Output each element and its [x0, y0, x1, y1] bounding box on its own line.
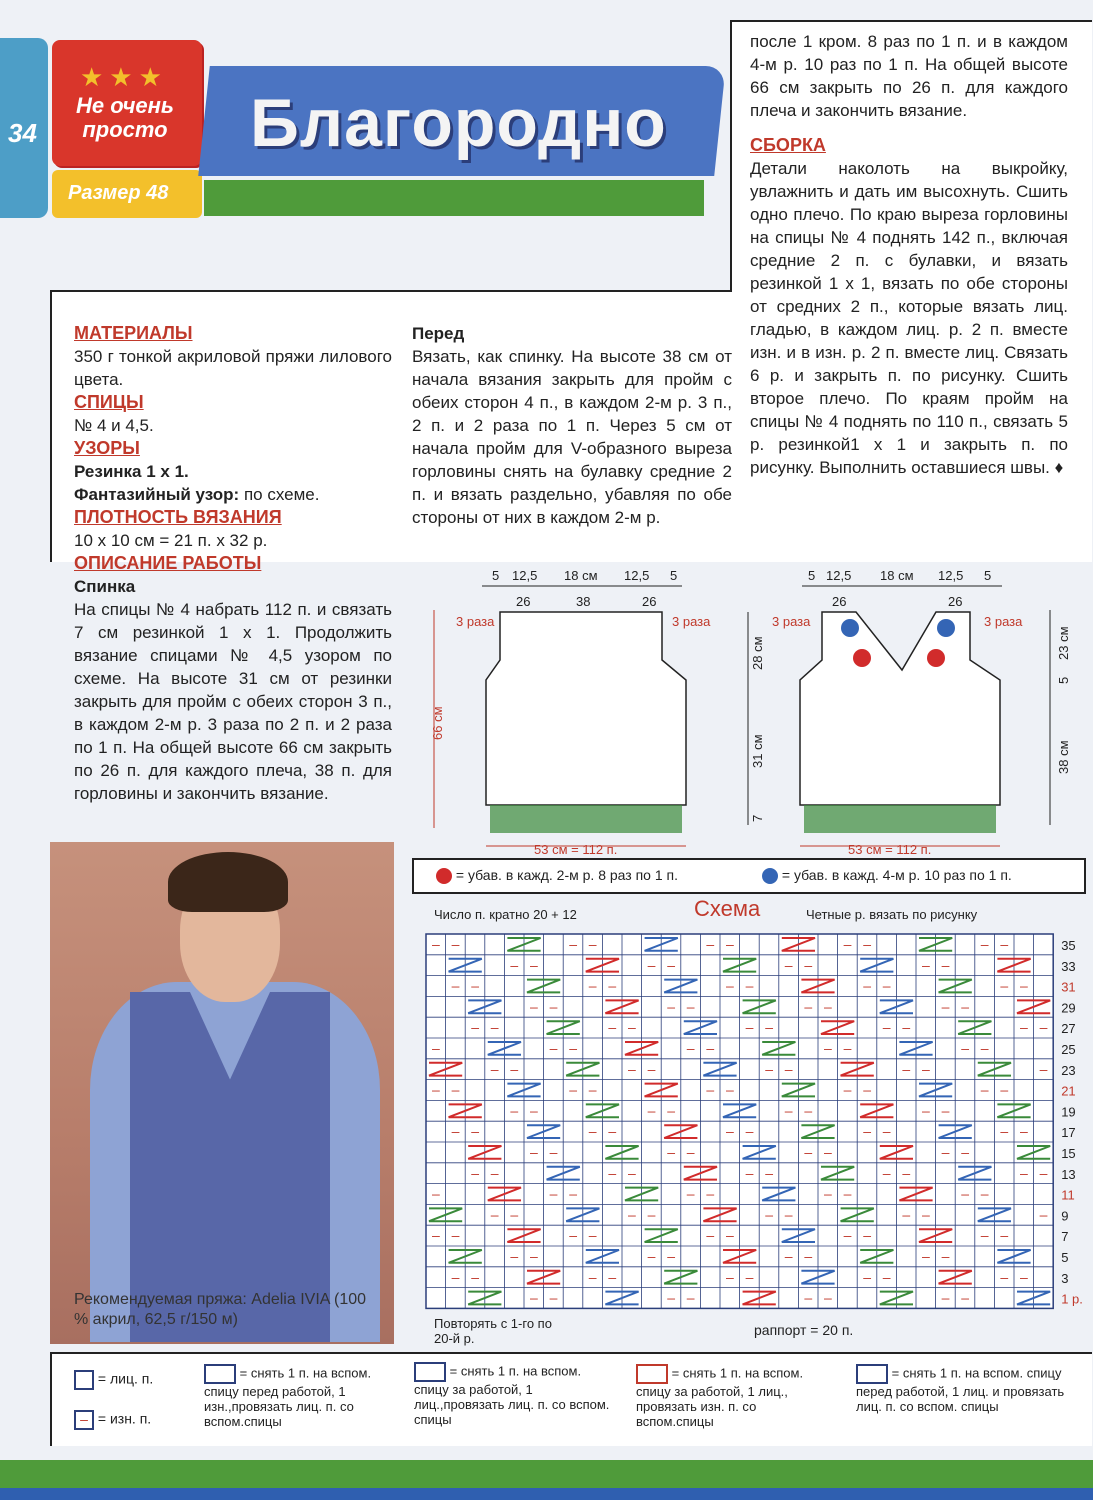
purl-stitch: – [1020, 1019, 1028, 1036]
symbol-cross-4-text: = снять 1 п. на вспом. спицу перед работой, 1 лиц. и провязать лиц. п. со вспом. спицы [856, 1365, 1065, 1414]
purl-stitch: – [451, 977, 460, 994]
decrease-legend [412, 858, 1086, 894]
purl-stitch: – [628, 1206, 636, 1223]
purl-stitch: – [863, 977, 871, 994]
purl-stitch: – [1039, 1206, 1048, 1223]
purl-stitch: – [471, 977, 479, 994]
purl-stitch: – [784, 1102, 793, 1119]
purl-stitch: – [549, 1185, 558, 1202]
purl-stitch: – [530, 998, 538, 1015]
row-number-label: 5 [1061, 1250, 1069, 1265]
pattern-fancy-label: Фантазийный узор: [74, 485, 240, 504]
purl-stitch: – [647, 1060, 656, 1077]
materials-heading: МАТЕРИАЛЫ [74, 323, 193, 343]
purl-stitch: – [451, 936, 460, 952]
purl-stitch: – [765, 1164, 773, 1181]
repeat-note: Повторять с 1-го по 20-й р. [434, 1316, 552, 1346]
purl-stitch: – [451, 1268, 460, 1285]
symbol-cross-1 [204, 1364, 404, 1429]
purl-stitch: – [1000, 977, 1009, 994]
legend-two [762, 867, 1012, 884]
front-dim-3: 18 см [880, 568, 914, 583]
purl-stitch: – [726, 977, 734, 994]
purl-stitch: – [882, 1164, 891, 1181]
purl-stitch: – [1020, 977, 1028, 994]
symbol-cross-3-text: = снять 1 п. на вспом. спицу за работой, 1 лиц., провязать изн. п. со вспом.спицы [636, 1365, 804, 1429]
purl-stitch: – [530, 1289, 538, 1306]
purl-stitch: – [647, 1102, 656, 1119]
front-r1: 23 см [1056, 626, 1071, 660]
legend-two-text: = убав. в кажд. 4-м р. 10 раз по 1 п. [781, 867, 1012, 883]
back-height: 66 см [430, 706, 445, 740]
purl-stitch: – [1000, 1268, 1009, 1285]
purl-stitch: – [843, 1227, 852, 1244]
materials-text: 350 г тонкой акриловой пряжи лилового цвета. [74, 347, 392, 389]
purl-stitch: – [824, 1040, 832, 1056]
purl-stitch: – [980, 1040, 989, 1056]
title-underbar [204, 180, 704, 216]
back-diagram [412, 560, 732, 860]
purl-stitch: – [569, 1040, 577, 1056]
yarn-recommendation: Рекомендуемая пряжа: Adelia IVIA (100 % акрил, 62,5 г/150 м) [74, 1291, 367, 1328]
front-r3: 38 см [1056, 740, 1071, 774]
purl-stitch: – [726, 1268, 734, 1285]
purl-stitch: – [432, 1227, 440, 1244]
purl-stitch: – [961, 1185, 969, 1202]
purl-stitch: – [941, 1102, 950, 1119]
purl-stitch: – [882, 977, 891, 994]
front-left-times: 3 раза [772, 614, 811, 629]
front-diagram [732, 560, 1082, 860]
page-title: Благородно [250, 85, 667, 161]
purl-stitch: – [745, 977, 754, 994]
back-width: 53 см = 112 п. [534, 842, 618, 857]
purl-stitch: – [902, 1206, 911, 1223]
purl-stitch: – [628, 1060, 636, 1077]
purl-stitch: – [902, 1060, 911, 1077]
purl-stitch: – [706, 1081, 715, 1098]
row-number-label: 7 [1061, 1229, 1069, 1245]
back-right-times: 3 раза [672, 614, 711, 629]
purl-stitch: – [980, 936, 989, 952]
purl-stitch: – [1020, 1268, 1028, 1285]
purl-stitch: – [726, 1123, 734, 1140]
purl-stitch: – [804, 998, 813, 1015]
purl-stitch: – [824, 1144, 832, 1160]
purl-stitch: – [530, 956, 538, 973]
row-number-label: 3 [1061, 1270, 1069, 1286]
pattern-fancy-text: по схеме. [239, 485, 320, 504]
back-dim-2: 12,5 [512, 568, 538, 583]
purl-stitch: – [961, 1144, 969, 1160]
difficulty-label: Не очень просто [76, 93, 174, 142]
purl-stitch: – [647, 1206, 656, 1223]
front-width: 53 см = 112 п. [848, 842, 932, 857]
purl-stitch: – [941, 1289, 950, 1306]
knitting-chart [424, 932, 1084, 1316]
purl-stitch: – [765, 1206, 773, 1223]
row-number-label: 33 [1061, 958, 1076, 974]
back-text: На спицы № 4 набрать 112 п. и связать 7 см резинкой 1 x 1. Продолжить вязание спицами № 4,5 узором по схеме. На высоте 31 см от резинки закрыть для пройм с обеих сторон 3 п., в каждом 2-м р. 3 раза по 2 п. и 2 раза по 1 п. На общей высоте 66 см закрыть по 26 п. для каждого плеча, 38 п. для горловины и закончить вязание. [74, 600, 392, 803]
page-number: 34 [8, 118, 37, 148]
needles-heading: СПИЦЫ [74, 392, 144, 412]
purl-stitch: – [863, 1227, 871, 1244]
purl-stitch: – [510, 1060, 519, 1077]
purl-stitch: – [608, 1268, 617, 1285]
density-text: 10 x 10 см = 21 п. x 32 р. [74, 531, 268, 550]
purl-stitch: – [686, 1185, 695, 1202]
purl-stitch: – [588, 936, 597, 952]
symbol-knit [74, 1370, 153, 1390]
purl-stitch: – [941, 1248, 950, 1264]
front-text: Вязать, как спинку. На высоте 38 см от начала вязания закрыть для пройм с обеих сторон 4 п., в каждом 2-м р. 3 п., 2 п. и 2 раза по 1 п. Через 5 см от начала пройм для V-образного выреза горловины снять на булавку средние 2 п. и вязать раздельно, убавляя по обе стороны от них в каждом 2-м р. [412, 347, 732, 527]
purl-stitch: – [804, 1289, 813, 1306]
schema-even-rows-note: Четные р. вязать по рисунку [806, 907, 978, 922]
purl-stitch: – [922, 1206, 930, 1223]
cross-back-purl-icon [636, 1364, 668, 1384]
back-dim-4: 12,5 [624, 568, 650, 583]
purl-stitch: – [549, 1144, 558, 1160]
purl-stitch: – [588, 1123, 597, 1140]
symbol-purl-text: = изн. п. [97, 1410, 152, 1427]
purl-stitch: – [843, 1185, 852, 1202]
purl-stitch: – [471, 1268, 479, 1285]
purl-stitch: – [726, 936, 734, 952]
purl-stitch: – [432, 1185, 440, 1202]
purl-stitch: – [765, 1019, 773, 1036]
purl-stitch: – [961, 998, 969, 1015]
purl-stitch: – [804, 1248, 813, 1264]
row-number-label: 17 [1061, 1125, 1076, 1141]
purl-stitch: – [961, 1040, 969, 1056]
symbol-knit-text: = лиц. п. [97, 1370, 154, 1387]
purl-stitch: – [784, 1206, 793, 1223]
purl-stitch: – [922, 1102, 930, 1119]
purl-stitch: – [1000, 936, 1009, 952]
row-number-label: 9 [1061, 1208, 1069, 1224]
purl-stitch: – [667, 1289, 675, 1306]
purl-stitch: – [784, 1248, 793, 1264]
purl-stitch: – [824, 1289, 832, 1306]
purl-stitch: – [667, 1248, 675, 1264]
purl-stitch: – [922, 956, 930, 973]
purl-stitch: – [686, 1289, 695, 1306]
row-number-label: 19 [1061, 1104, 1076, 1120]
back-left-times: 3 раза [456, 614, 495, 629]
purl-stitch: – [510, 956, 519, 973]
right-column-text [750, 30, 1068, 479]
purl-stitch: – [1020, 1164, 1028, 1181]
purl-stitch: – [961, 1289, 969, 1306]
cross-front-purl-icon [204, 1364, 236, 1384]
purl-stitch: – [1039, 1019, 1048, 1036]
purl-stitch: – [608, 1123, 617, 1140]
purl-stitch: – [432, 936, 440, 952]
purl-stitch: – [490, 1164, 499, 1181]
symbol-cross-1-text: = снять 1 п. на вспом. спицу перед работой, 1 изн.,провязать лиц. п. со вспом.спицы [204, 1365, 372, 1429]
purl-stitch: – [745, 1268, 754, 1285]
purl-stitch: – [1039, 1164, 1048, 1181]
purl-stitch: – [941, 1144, 950, 1160]
purl-stitch: – [902, 1164, 911, 1181]
symbol-cross-4 [856, 1364, 1076, 1414]
row-number-label: 25 [1061, 1042, 1076, 1057]
decrease-one-marker-left [853, 649, 871, 667]
photo-hair [168, 852, 288, 912]
purl-stitch: – [804, 1144, 813, 1160]
row-number-label: 11 [1061, 1187, 1075, 1203]
purl-stitch: – [804, 1102, 813, 1119]
purl-stitch: – [667, 956, 675, 973]
purl-stitch: – [510, 1206, 519, 1223]
purl-stitch: – [647, 1248, 656, 1264]
purl-stitch: – [608, 977, 617, 994]
back-count-1: 26 [516, 594, 531, 609]
purl-stitch: – [667, 1144, 675, 1160]
cross-back-knit-icon [414, 1362, 446, 1382]
legend-one-text: = убав. в кажд. 2-м р. 8 раз по 1 п. [455, 867, 679, 883]
symbol-cross-2-text: = снять 1 п. на вспом. спицу за работой, 1 лиц.,провязать лиц. п. со вспом. спицы [414, 1363, 610, 1427]
purl-stitch: – [941, 998, 950, 1015]
purl-symbol-icon: – [74, 1410, 94, 1430]
purl-stitch: – [490, 1060, 499, 1077]
purl-stitch: – [902, 1019, 911, 1036]
purl-stitch: – [1000, 1227, 1009, 1244]
purl-stitch: – [843, 1040, 852, 1056]
purl-stitch: – [706, 1185, 715, 1202]
difficulty-stars: ★★★ [80, 62, 168, 92]
decrease-two-marker-right [937, 619, 955, 637]
purl-stitch: – [588, 1227, 597, 1244]
purl-stitch: – [863, 1268, 871, 1285]
purl-stitch: – [882, 1123, 891, 1140]
back-heading: Спинка [74, 577, 136, 596]
knit-symbol-icon [74, 1370, 94, 1390]
purl-stitch: – [706, 936, 715, 952]
purl-stitch: – [843, 936, 852, 952]
front-dim-5: 5 [984, 568, 992, 583]
row-number-label: 1 р. [1061, 1291, 1083, 1307]
row-number-label: 21 [1061, 1083, 1076, 1099]
purl-stitch: – [588, 1081, 597, 1098]
work-heading: ОПИСАНИЕ РАБОТЫ [74, 553, 262, 573]
purl-stitch: – [628, 1019, 636, 1036]
purl-stitch: – [432, 1040, 440, 1056]
purl-stitch: – [608, 1164, 617, 1181]
front-heading: Перед [412, 324, 465, 343]
symbol-cross-3 [636, 1364, 832, 1429]
purl-stitch: – [980, 1185, 989, 1202]
purl-stitch: – [882, 1019, 891, 1036]
row-number-label: 35 [1061, 938, 1076, 953]
purl-stitch: – [922, 1060, 930, 1077]
purl-stitch: – [863, 936, 871, 952]
back-count-2: 38 [576, 594, 591, 609]
purl-stitch: – [588, 1268, 597, 1285]
purl-stitch: – [530, 1144, 538, 1160]
purl-stitch: – [726, 1227, 734, 1244]
materials-block [74, 322, 392, 805]
back-dim-3: 18 см [564, 568, 598, 583]
purl-stitch: – [922, 1248, 930, 1264]
purl-stitch: – [686, 1144, 695, 1160]
assembly-heading: СБОРКА [750, 135, 826, 155]
purl-stitch: – [980, 1081, 989, 1098]
front-count-1: 26 [832, 594, 847, 609]
symbol-purl [74, 1410, 151, 1430]
front-dim-4: 12,5 [938, 568, 964, 583]
purl-stitch: – [628, 1164, 636, 1181]
purl-stitch: – [686, 998, 695, 1015]
purl-stitch: – [667, 1102, 675, 1119]
purl-stitch: – [784, 1060, 793, 1077]
purl-stitch: – [471, 1164, 479, 1181]
schema-multiple-note: Число п. кратно 20 + 12 [434, 907, 577, 922]
purl-stitch: – [843, 1081, 852, 1098]
blue-marker-icon [762, 868, 778, 884]
front-dim-2: 12,5 [826, 568, 852, 583]
continuation-text: после 1 кром. 8 раз по 1 п. и в каждом 4-м р. 10 раз по 1 п. На общей высоте 66 см закрыть по 26 п. для каждого плеча и закончить вязание. [750, 32, 1068, 120]
purl-stitch: – [784, 956, 793, 973]
row-number-label: 31 [1061, 979, 1076, 995]
purl-stitch: – [588, 977, 597, 994]
purl-stitch: – [1000, 1081, 1009, 1098]
purl-stitch: – [471, 1123, 479, 1140]
front-block [412, 322, 732, 529]
back-count-3: 26 [642, 594, 657, 609]
pattern-rib: Резинка 1 x 1. [74, 462, 189, 481]
pattern-fancy [74, 483, 392, 506]
legend-one [436, 867, 678, 884]
purl-stitch: – [941, 956, 950, 973]
front-h3: 7 [750, 814, 765, 822]
purl-stitch: – [569, 1227, 577, 1244]
purl-stitch: – [471, 1019, 479, 1036]
front-h1: 28 см [750, 636, 765, 670]
needles-text: № 4 и 4,5. [74, 416, 154, 435]
purl-stitch: – [490, 1019, 499, 1036]
purl-stitch: – [745, 1123, 754, 1140]
red-marker-icon [436, 868, 452, 884]
purl-stitch: – [824, 1185, 832, 1202]
purl-stitch: – [726, 1081, 734, 1098]
purl-stitch: – [647, 956, 656, 973]
front-h2: 31 см [750, 734, 765, 768]
purl-stitch: – [490, 1206, 499, 1223]
purl-stitch: – [510, 1248, 519, 1264]
cross-front-knit-icon [856, 1364, 888, 1384]
symbol-cross-2 [414, 1362, 610, 1427]
front-count-2: 26 [948, 594, 963, 609]
purl-stitch: – [706, 1227, 715, 1244]
row-number-label: 13 [1061, 1166, 1076, 1182]
patterns-heading: УЗОРЫ [74, 438, 140, 458]
purl-stitch: – [1020, 1123, 1028, 1140]
model-photo [50, 842, 394, 1344]
purl-stitch: – [451, 1081, 460, 1098]
purl-stitch: – [451, 1227, 460, 1244]
decrease-two-marker-left [841, 619, 859, 637]
size-label: Размер 48 [68, 182, 169, 204]
density-heading: ПЛОТНОСТЬ ВЯЗАНИЯ [74, 507, 282, 527]
purl-stitch: – [980, 1227, 989, 1244]
purl-stitch: – [608, 1019, 617, 1036]
front-right-times: 3 раза [984, 614, 1023, 629]
purl-stitch: – [745, 1164, 754, 1181]
purl-stitch: – [765, 1060, 773, 1077]
purl-stitch: – [1039, 1060, 1048, 1077]
purl-stitch: – [745, 1019, 754, 1036]
purl-stitch: – [824, 998, 832, 1015]
purl-stitch: – [569, 1081, 577, 1098]
purl-stitch: – [882, 1268, 891, 1285]
purl-stitch: – [569, 936, 577, 952]
purl-stitch: – [530, 1102, 538, 1119]
assembly-text: Детали наколоть на выкройку, увлажнить и дать им высохнуть. Сшить одно плечо. По краю выреза горловины на спицы № 4 поднять 142 п., включая средние 2 п. с булавки, и вязать резинкой 1 x 1, вязать по обе стороны от средних 2 п., которые вязать лиц. гладью, в каждом лиц. р. 2 п. вместе изн. и в изн. р. 2 п. вместе лиц. Связать 6 р. и закрыть п. по рисунку. Сшить второе плечо. По краям пройм на спицы № 4 поднять по 110 п., связать 5 р. резинкой1 x 1 и закрыть п. по рисунку. Выполнить оставшиеся швы. ♦ [750, 159, 1068, 477]
row-number-label: 27 [1061, 1021, 1076, 1037]
purl-stitch: – [706, 1040, 715, 1056]
schema-title: Схема [694, 896, 761, 921]
decrease-one-marker-right [927, 649, 945, 667]
purl-stitch: – [451, 1123, 460, 1140]
purl-stitch: – [804, 956, 813, 973]
purl-stitch: – [667, 998, 675, 1015]
purl-stitch: – [530, 1248, 538, 1264]
purl-stitch: – [1000, 1123, 1009, 1140]
rapport-note: раппорт = 20 п. [754, 1322, 854, 1338]
purl-stitch: – [549, 1040, 558, 1056]
purl-stitch: – [510, 1102, 519, 1119]
purl-stitch: – [863, 1081, 871, 1098]
row-number-label: 29 [1061, 1000, 1076, 1016]
row-number-label: 23 [1061, 1062, 1076, 1078]
purl-stitch: – [686, 1040, 695, 1056]
footer-bar [0, 1460, 1093, 1500]
back-dim-1: 5 [492, 568, 500, 583]
purl-stitch: – [549, 998, 558, 1015]
purl-stitch: – [569, 1185, 577, 1202]
back-dim-5: 5 [670, 568, 678, 583]
purl-stitch: – [549, 1289, 558, 1306]
purl-stitch: – [863, 1123, 871, 1140]
front-dim-1: 5 [808, 568, 816, 583]
front-r2: 5 [1056, 676, 1071, 684]
row-number-label: 15 [1061, 1146, 1076, 1161]
purl-stitch: – [432, 1081, 440, 1098]
